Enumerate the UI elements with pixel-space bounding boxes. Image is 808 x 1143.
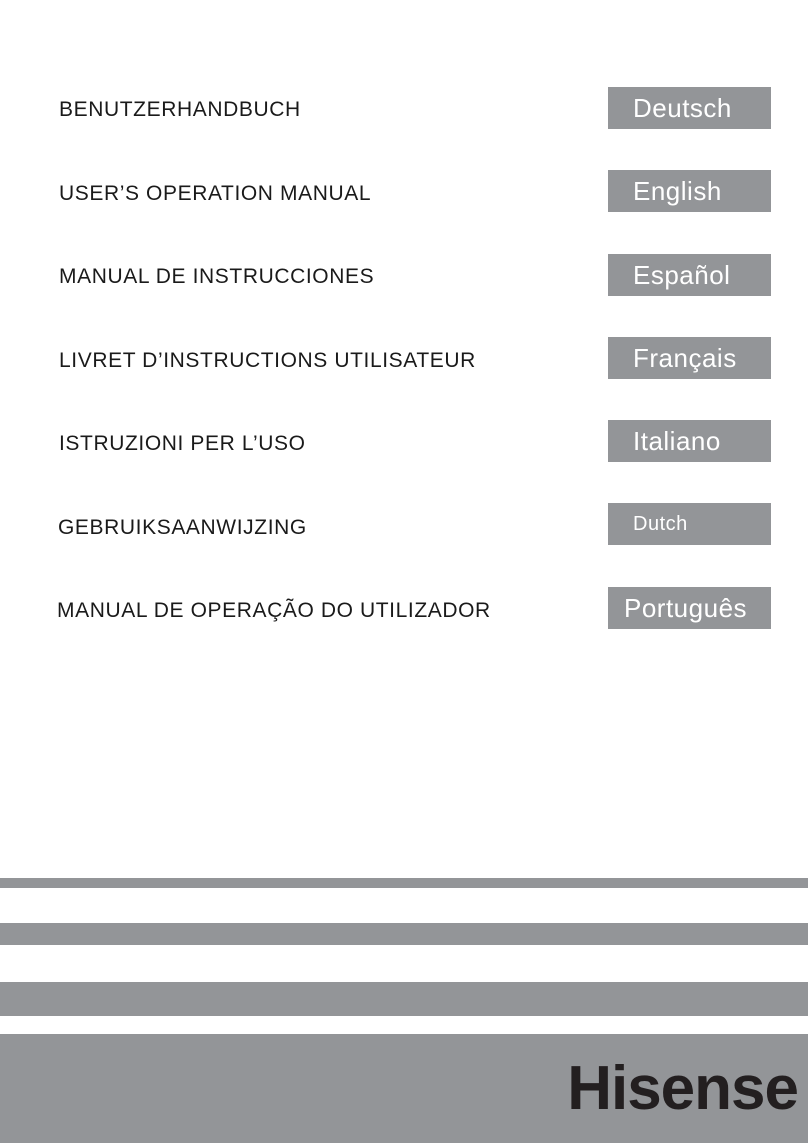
- manual-title-english: USER’S OPERATION MANUAL: [59, 182, 372, 205]
- language-tab-deutsch[interactable]: Deutsch: [608, 87, 771, 129]
- language-tab-espanol[interactable]: Español: [608, 254, 771, 296]
- manual-title-french: LIVRET D’INSTRUCTIONS UTILISATEUR: [59, 349, 476, 372]
- manual-title-dutch: GEBRUIKSAANWIJZING: [58, 516, 307, 539]
- language-tab-english[interactable]: English: [608, 170, 771, 212]
- manual-title-spanish: MANUAL DE INSTRUCCIONES: [59, 265, 375, 288]
- hisense-logo: Hisense: [567, 1054, 798, 1123]
- language-tab-dutch[interactable]: Dutch: [608, 503, 771, 545]
- decorative-stripe-3: [0, 982, 808, 1016]
- language-tab-portugues[interactable]: Português: [608, 587, 771, 629]
- manual-title-portuguese: MANUAL DE OPERAÇÃO DO UTILIZADOR: [57, 599, 491, 622]
- language-tab-francais[interactable]: Français: [608, 337, 771, 379]
- decorative-stripe-2: [0, 923, 808, 945]
- manual-title-italian: ISTRUZIONI PER L’USO: [59, 432, 306, 455]
- decorative-stripe-1: [0, 878, 808, 888]
- manual-title-german: BENUTZERHANDBUCH: [59, 98, 301, 121]
- language-tab-italiano[interactable]: Italiano: [608, 420, 771, 462]
